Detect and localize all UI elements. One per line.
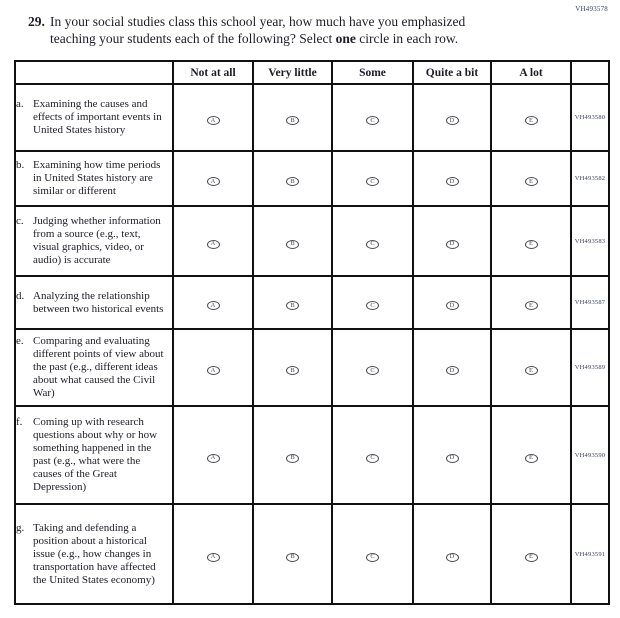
header-empty-stem — [15, 61, 173, 84]
row-letter: f. — [16, 416, 23, 428]
row-label: Taking and defending a position about a historical issue (e.g., how changes in transportation have affected the United States economy) — [33, 521, 156, 586]
answer-bubble-c-not-at-all[interactable]: A — [207, 240, 220, 249]
item-code: VH493591 — [571, 504, 609, 604]
option-cell — [253, 406, 332, 504]
row-label-cell — [15, 276, 173, 329]
answer-bubble-a-quite-a-bit[interactable]: D — [446, 116, 459, 125]
table-row-e — [15, 329, 609, 406]
header-very-little: Very little — [253, 61, 332, 84]
answer-bubble-f-not-at-all[interactable]: A — [207, 454, 220, 463]
item-code: VH493582 — [571, 151, 609, 206]
row-letter: a. — [16, 98, 24, 110]
row-letter: d. — [16, 289, 25, 302]
option-cell — [173, 406, 253, 504]
row-label: Examining how time periods in United States history are similar or different — [33, 159, 161, 197]
option-cell — [413, 406, 491, 504]
option-cell — [491, 84, 571, 151]
option-cell — [253, 276, 332, 329]
row-label-cell — [15, 406, 173, 504]
question-number: 29. — [28, 14, 45, 29]
option-cell — [173, 329, 253, 406]
row-label-cell — [15, 84, 173, 151]
question-line1: In your social studies class this school year, how much have you emphasized — [50, 14, 466, 29]
answer-bubble-e-not-at-all[interactable]: A — [207, 366, 220, 375]
option-cell — [491, 504, 571, 604]
option-cell — [332, 151, 413, 206]
header-quite-a-bit: Quite a bit — [413, 61, 491, 84]
row-label-cell — [15, 151, 173, 206]
option-cell — [332, 504, 413, 604]
row-label-cell — [15, 329, 173, 406]
option-cell — [332, 406, 413, 504]
item-code: VH493583 — [571, 206, 609, 276]
option-cell — [491, 406, 571, 504]
option-cell — [173, 504, 253, 604]
option-cell — [173, 84, 253, 151]
option-cell — [413, 84, 491, 151]
answer-bubble-a-very-little[interactable]: B — [286, 116, 299, 125]
option-cell — [332, 84, 413, 151]
option-cell — [332, 329, 413, 406]
option-cell — [173, 206, 253, 276]
answer-bubble-b-a-lot[interactable]: E — [525, 177, 538, 186]
row-label: Comparing and evaluating different points of view about the past (e.g., different ideas about what caused the Civil War) — [33, 335, 164, 399]
item-code: VH493589 — [571, 329, 609, 406]
answer-bubble-d-very-little[interactable]: B — [286, 301, 299, 310]
option-cell — [413, 329, 491, 406]
answer-bubble-e-some[interactable]: C — [366, 366, 379, 375]
answer-bubble-c-a-lot[interactable]: E — [525, 240, 538, 249]
option-cell — [491, 276, 571, 329]
page-item-code: VH493578 — [575, 5, 608, 13]
option-cell — [413, 206, 491, 276]
answer-bubble-g-some[interactable]: C — [366, 553, 379, 562]
answer-bubble-e-very-little[interactable]: B — [286, 366, 299, 375]
answer-bubble-f-a-lot[interactable]: E — [525, 454, 538, 463]
option-cell — [491, 206, 571, 276]
table-row-f — [15, 406, 609, 504]
answer-bubble-a-not-at-all[interactable]: A — [207, 116, 220, 125]
row-label: Analyzing the relationship between two historical events — [33, 289, 164, 315]
answer-bubble-g-not-at-all[interactable]: A — [207, 553, 220, 562]
row-letter: c. — [16, 215, 24, 227]
question-block — [28, 13, 588, 47]
answer-bubble-b-some[interactable]: C — [366, 177, 379, 186]
answer-bubble-a-a-lot[interactable]: E — [525, 116, 538, 125]
answer-bubble-d-a-lot[interactable]: E — [525, 301, 538, 310]
option-cell — [253, 151, 332, 206]
question-line2-pre: teaching your students each of the following? Select — [50, 31, 336, 46]
option-cell — [413, 276, 491, 329]
answer-bubble-b-very-little[interactable]: B — [286, 177, 299, 186]
answer-bubble-e-quite-a-bit[interactable]: D — [446, 366, 459, 375]
header-row — [15, 61, 609, 84]
question-line2-bold: one — [335, 31, 356, 46]
option-cell — [253, 84, 332, 151]
header-empty-code — [571, 61, 609, 84]
option-cell — [253, 504, 332, 604]
row-letter: b. — [16, 159, 25, 171]
question-line2-post: circle in each row. — [355, 31, 459, 46]
item-code: VH493590 — [571, 406, 609, 504]
option-cell — [332, 206, 413, 276]
table-row-c — [15, 206, 609, 276]
answer-bubble-g-a-lot[interactable]: E — [525, 553, 538, 562]
answer-bubble-b-quite-a-bit[interactable]: D — [446, 177, 459, 186]
table-row-d — [15, 276, 609, 329]
row-label: Examining the causes and effects of important events in United States history — [33, 98, 162, 136]
answer-bubble-g-very-little[interactable]: B — [286, 553, 299, 562]
answer-bubble-d-not-at-all[interactable]: A — [207, 301, 220, 310]
answer-bubble-d-quite-a-bit[interactable]: D — [446, 301, 459, 310]
question-text — [50, 13, 465, 47]
answer-bubble-f-some[interactable]: C — [366, 454, 379, 463]
table-row-b — [15, 151, 609, 206]
header-not-at-all: Not at all — [173, 61, 253, 84]
option-cell — [413, 504, 491, 604]
option-cell — [413, 151, 491, 206]
item-code: VH493587 — [571, 276, 609, 329]
row-label: Judging whether information from a source (e.g., text, visual graphics, video, or audio) is accurate — [33, 215, 161, 266]
option-cell — [491, 329, 571, 406]
option-cell — [491, 151, 571, 206]
answer-bubble-b-not-at-all[interactable]: A — [207, 177, 220, 186]
row-letter: g. — [16, 521, 25, 534]
response-matrix-table — [14, 60, 610, 605]
answer-bubble-c-very-little[interactable]: B — [286, 240, 299, 249]
header-a-lot: A lot — [491, 61, 571, 84]
answer-bubble-f-quite-a-bit[interactable]: D — [446, 454, 459, 463]
table-row-a — [15, 84, 609, 151]
table-row-g — [15, 504, 609, 604]
option-cell — [332, 276, 413, 329]
answer-bubble-c-some[interactable]: C — [366, 240, 379, 249]
header-some: Some — [332, 61, 413, 84]
option-cell — [173, 276, 253, 329]
answer-bubble-e-a-lot[interactable]: E — [525, 366, 538, 375]
row-letter: e. — [16, 335, 24, 347]
item-code: VH493580 — [571, 84, 609, 151]
option-cell — [253, 206, 332, 276]
row-label-cell — [15, 206, 173, 276]
option-cell — [173, 151, 253, 206]
answer-bubble-g-quite-a-bit[interactable]: D — [446, 553, 459, 562]
row-label: Coming up with research questions about why or how something happened in the past (e.g., what were the causes of the Great Depression) — [33, 416, 158, 493]
row-label-cell — [15, 504, 173, 604]
answer-bubble-a-some[interactable]: C — [366, 116, 379, 125]
answer-bubble-c-quite-a-bit[interactable]: D — [446, 240, 459, 249]
answer-bubble-d-some[interactable]: C — [366, 301, 379, 310]
answer-bubble-f-very-little[interactable]: B — [286, 454, 299, 463]
option-cell — [253, 329, 332, 406]
